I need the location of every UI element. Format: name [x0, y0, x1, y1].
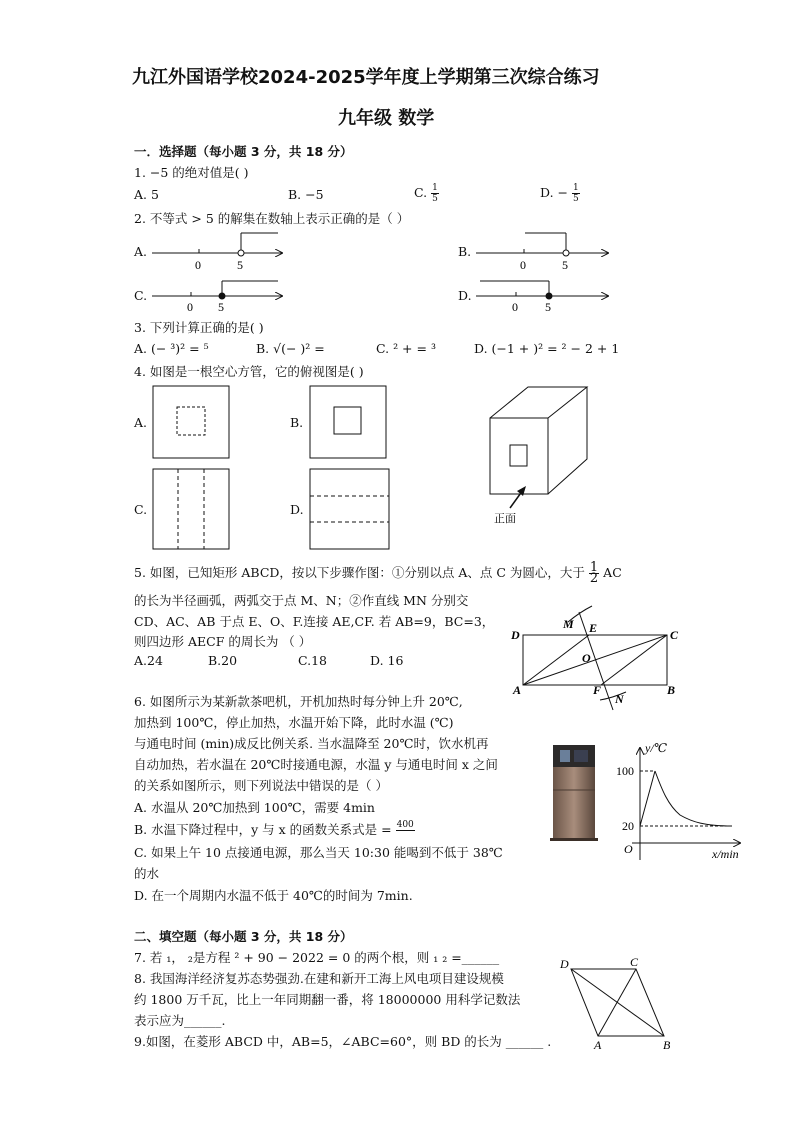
q5-half-num: 1 — [589, 560, 599, 575]
label-a: A — [513, 683, 522, 697]
q6-line4: 自动加热，若水温在 20℃时接通电源，水温 y 与通电时间 x 之间 — [134, 757, 498, 772]
q1-c-label: C. — [414, 185, 428, 200]
tick-0: 0 — [520, 258, 526, 272]
q1-c-num: 1 — [432, 183, 438, 193]
q5-line3: CD、AC、AB 于点 E、O、F.连接 AE,CF. 若 AB=9，BC=3， — [134, 614, 495, 629]
q1-d-label: D. − — [540, 185, 568, 200]
front-label: 正面 — [494, 513, 516, 525]
label-b: B — [667, 683, 676, 697]
q6-b-num: 400 — [396, 820, 414, 830]
q5-option-b: B.20 — [208, 653, 238, 668]
q6-option-b-text: B. 水温下降过程中，y 与 x 的函数关系式是 = — [134, 822, 392, 837]
tick-5: 5 — [562, 258, 568, 272]
q5-line2: 的长为半径画弧，两弧交于点 M、N；②作直线 MN 分别交 — [134, 593, 469, 608]
q4-option-d: D. — [290, 502, 304, 517]
q5-line1-text: 5. 如图，已知矩形 ABCD，按以下步骤作图：①分别以点 A、点 C 为圆心，大于 — [134, 565, 585, 580]
q2-option-b: B. — [458, 244, 472, 259]
q1-option-a: A. 5 — [134, 187, 159, 202]
tick-0: 0 — [512, 300, 518, 314]
q8-line3: 表示应为______. — [134, 1013, 226, 1028]
q5-option-c: C.18 — [298, 653, 327, 668]
q2-option-d: D. — [458, 288, 472, 303]
q2-stem: 2. 不等式 > 5 的解集在数轴上表示正确的是（ ） — [134, 211, 410, 226]
q5-option-d: D. 16 — [370, 653, 404, 668]
q4-option-b: B. — [290, 415, 304, 430]
q6-line1: 6. 如图所示为某新款茶吧机，开机加热时每分钟上升 20℃, — [134, 694, 463, 709]
graph-y-20: 20 — [622, 819, 634, 833]
label-o: O — [582, 651, 591, 665]
q6-line3: 与通电时间 (min)成反比例关系. 当水温降至 20℃时，饮水机再 — [134, 736, 489, 751]
tick-5: 5 — [237, 258, 243, 272]
label-d: D — [511, 628, 520, 642]
graph-y-100: 100 — [616, 764, 634, 778]
q4-option-a: A. — [134, 415, 148, 430]
q3-option-c: C. ² + = ³ — [376, 341, 436, 356]
q3-option-a: A. (− ³)² = ⁵ — [134, 341, 209, 356]
label-c: C — [670, 628, 679, 642]
q5-option-a: A.24 — [134, 653, 163, 668]
q3-option-b: B. √(− )² = — [256, 341, 325, 356]
tick-0: 0 — [195, 258, 201, 272]
q6-option-a: A. 水温从 20℃加热到 100℃，需要 4min — [134, 800, 375, 815]
section-heading-fill: 二、填空题（每小题 3 分，共 18 分） — [134, 929, 353, 944]
label-n: N — [615, 692, 624, 706]
tick-5: 5 — [545, 300, 551, 314]
q5-line1-end: AC — [603, 565, 622, 580]
rhombus-label-c: C — [630, 955, 639, 969]
q1-c-den: 5 — [432, 194, 438, 204]
page-subtitle: 九年级 数学 — [338, 108, 435, 129]
q1-d-num: 1 — [572, 183, 579, 193]
tick-5: 5 — [218, 300, 224, 314]
label-m: M — [563, 617, 574, 631]
rhombus-label-b: B — [663, 1038, 671, 1052]
q1-option-b: B. −5 — [288, 187, 324, 202]
q2-option-a: A. — [134, 244, 148, 259]
q6-line2: 加热到 100℃，停止加热，水温开始下降，此时水温 (℃) — [134, 715, 454, 730]
q4-stem: 4. 如图是一根空心方管，它的俯视图是( ) — [134, 364, 364, 379]
q1-stem: 1. −5 的绝对值是( ) — [134, 165, 249, 180]
q4-option-c: C. — [134, 502, 148, 517]
page-title: 九江外国语学校2024-2025学年度上学期第三次综合练习 — [132, 67, 600, 88]
section-heading-choice: 一．选择题（每小题 3 分，共 18 分） — [134, 144, 353, 159]
graph-x-label: x/min — [712, 847, 739, 861]
rhombus-label-d: D — [560, 957, 569, 971]
q1-d-den: 5 — [572, 194, 579, 204]
q6-option-c-line2: 的水 — [134, 866, 160, 881]
q7: 7. 若 ₁， ₂是方程 ² + 90 − 2022 = 0 的两个根，则 ₁ ₂ =______ — [134, 950, 500, 965]
q6-option-c-line1: C. 如果上午 10 点接通电源，那么当天 10:30 能喝到不低于 38℃ — [134, 845, 503, 860]
graph-y-label: y/℃ — [645, 741, 668, 755]
q8-line1: 8. 我国海洋经济复苏态势强劲.在建和新开工海上风电项目建设规模 — [134, 971, 504, 986]
tick-0: 0 — [187, 300, 193, 314]
rhombus-label-a: A — [594, 1038, 602, 1052]
q6-option-d: D. 在一个周期内水温不低于 40℃的时间为 7min. — [134, 888, 413, 903]
q8-line2: 约 1800 万千瓦，比上一年同期翻一番，将 18000000 用科学记数法 — [134, 992, 521, 1007]
label-f: F — [593, 683, 602, 697]
q5-line4: 则四边形 AECF 的周长为 （ ） — [134, 634, 312, 649]
label-e: E — [589, 621, 598, 635]
q9: 9.如图，在菱形 ABCD 中，AB=5，∠ABC=60°，则 BD 的长为 ______ . — [134, 1034, 552, 1049]
q3-option-d: D. (−1 + )² = ² − 2 + 1 — [474, 341, 620, 356]
graph-origin: O — [624, 842, 633, 856]
q3-stem: 3. 下列计算正确的是( ) — [134, 320, 264, 335]
q6-line5: 的关系如图所示，则下列说法中错误的是（ ） — [134, 778, 388, 793]
q5-half-den: 2 — [589, 571, 599, 586]
q2-option-c: C. — [134, 288, 148, 303]
